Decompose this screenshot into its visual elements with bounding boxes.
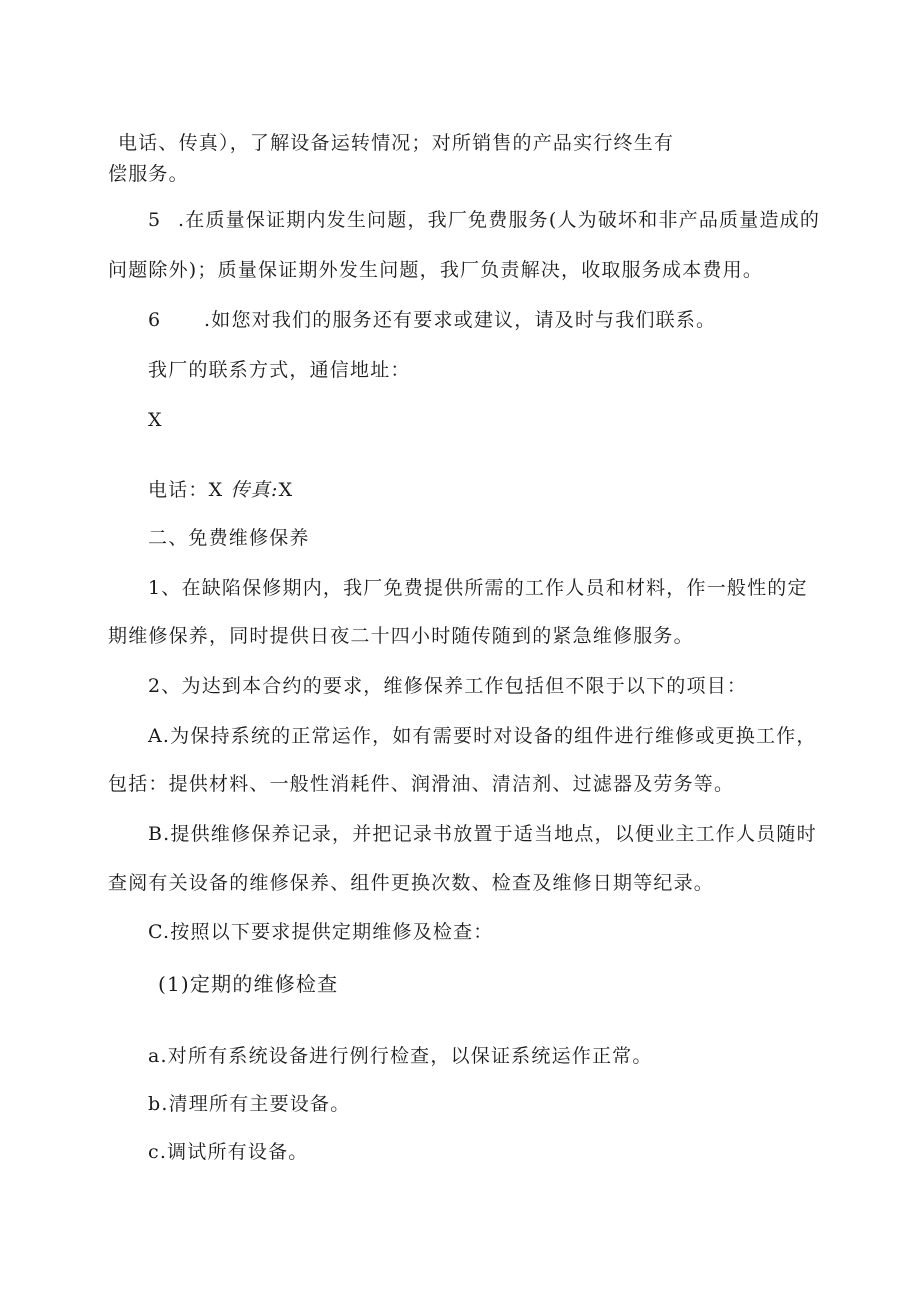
section-title: 二、免费维修保养 — [148, 527, 310, 549]
phone-value: X — [208, 479, 224, 501]
text-line: .如您对我们的服务还有要求或建议，请及时与我们联系。 — [204, 309, 717, 331]
text-line: B.提供维修保养记录，并把记录书放置于适当地点，以便业主工作人员随时 — [148, 823, 817, 845]
text-line: 偿服务。 — [108, 163, 189, 185]
list-item: a.对所有系统设备进行例行检查，以保证系统运作正常。 — [148, 1045, 653, 1067]
item-number: 6 — [148, 309, 162, 331]
text-line: 包括：提供材料、一般性消耗件、润滑油、清洁剂、过滤器及劳务等。 — [108, 773, 735, 795]
list-item: b.清理所有主要设备。 — [148, 1093, 351, 1115]
list-item: c.调试所有设备。 — [148, 1141, 309, 1163]
contact-label: 我厂的联系方式，通信地址： — [148, 359, 411, 381]
address-value: X — [148, 409, 163, 431]
subsection-title: (1)定期的维修检查 — [158, 972, 339, 996]
fax-value: X — [278, 479, 294, 501]
phone-fax-line — [148, 478, 293, 502]
text-line: 问题除外)；质量保证期外发生问题，我厂负责解决，收取服务成本费用。 — [108, 259, 764, 281]
text-line: 查阅有关设备的维修保养、组件更换次数、检查及维修日期等纪录。 — [108, 872, 715, 894]
item-number: 5 — [148, 209, 162, 231]
text-line: 电话、传真），了解设备运转情况；对所销售的产品实行终生有 — [118, 132, 675, 154]
text-line: 1、在缺陷保修期内，我厂免费提供所需的工作人员和材料，作一般性的定 — [148, 577, 808, 599]
text-line: 期维修保养，同时提供日夜二十四小时随传随到的紧急维修服务。 — [108, 625, 694, 647]
text-line: C.按照以下要求提供定期维修及检查： — [148, 921, 494, 943]
fax-label: 传真: — [230, 479, 279, 501]
text-line: A.为保持系统的正常运作，如有需要时对设备的组件进行维修或更换工作， — [148, 725, 817, 747]
phone-label: 电话： — [148, 479, 209, 501]
text-line: .在质量保证期内发生问题，我厂免费服务(人为破坏和非产品质量造成的 — [178, 209, 821, 231]
text-line: 2、为达到本合约的要求，维修保养工作包括但不限于以下的项目： — [148, 675, 748, 697]
